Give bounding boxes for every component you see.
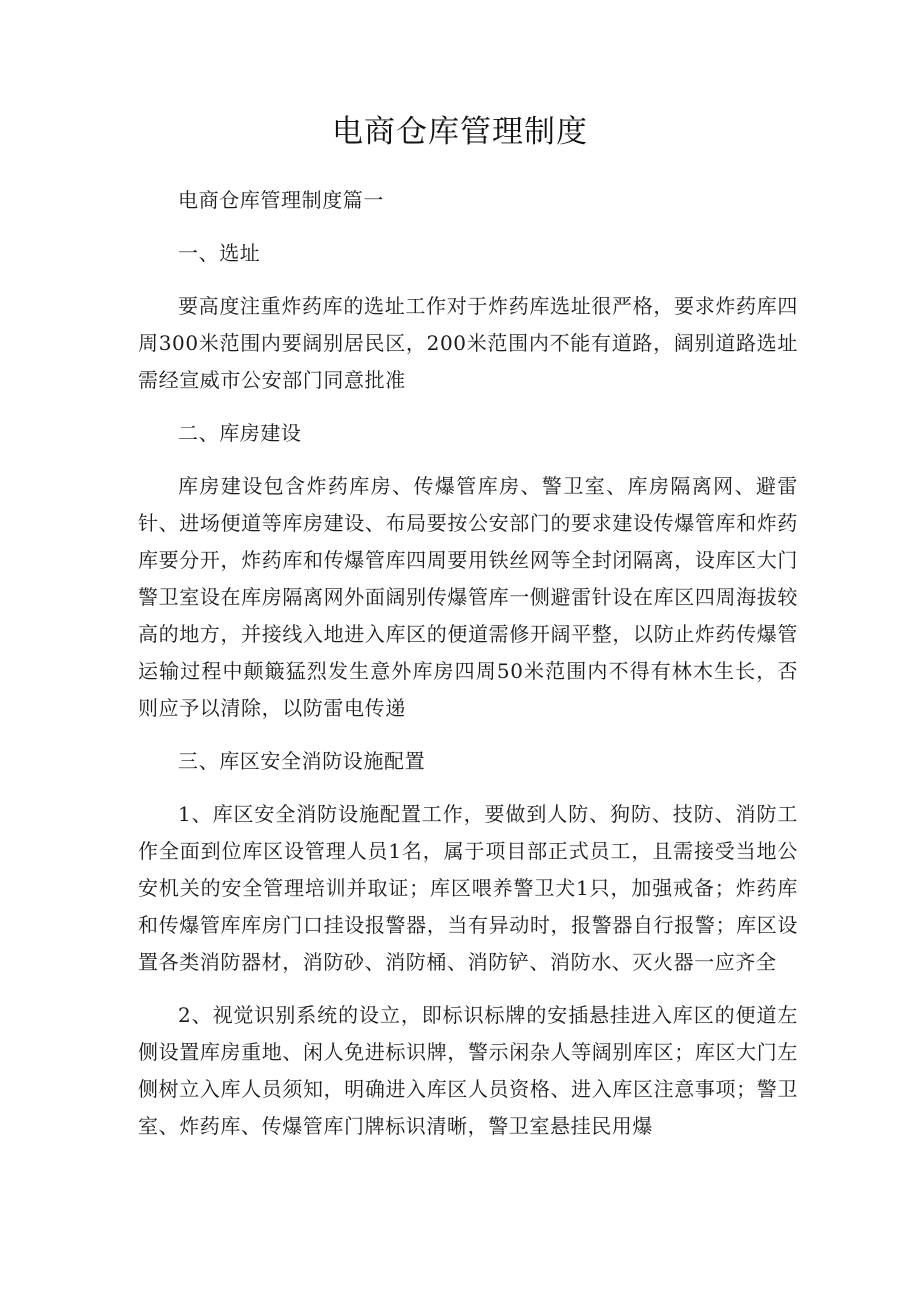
- body-paragraph: 要高度注重炸药库的选址工作对于炸药库选址很严格，要求炸药库四周300米范围内要阔别居民区，200米范围内不能有道路，阔别道路选址需经宣威市公安部门同意批准: [138, 294, 798, 392]
- section-heading: 三、库区安全消防设施配置: [178, 749, 426, 773]
- body-paragraph: 2、视觉识别系统的设立，即标识标牌的安插悬挂进入库区的便道左侧设置库房重地、闲人免进标识牌，警示闲杂人等阔别库区；库区大门左侧树立入库人员须知，明确进入库区人员资格、进入库区注意事项；警卫室、炸药库、传爆管库门牌标识清晰，警卫室悬挂民用爆: [138, 1003, 798, 1138]
- body-paragraph: 库房建设包含炸药库房、传爆管库房、警卫室、库房隔离网、避雷针、进场便道等库房建设、布局要按公安部门的要求建设传爆管库和炸药库要分开，炸药库和传爆管库四周要用铁丝网等全封闭隔离，设库区大门警卫室设在库房隔离网外面阔别传爆管库一侧避雷针设在库区四周海拔较高的地方，并接线入地进入库区的便道需修开阔平整，以防止炸药传爆管运输过程中颠簸猛烈发生意外库房四周50米范围内不得有林木生长，否则应予以清除，以防雷电传递: [138, 474, 798, 720]
- section-heading: 一、选址: [178, 241, 261, 265]
- document-title: 电商仓库管理制度: [332, 114, 588, 150]
- body-paragraph: 1、库区安全消防设施配置工作，要做到人防、狗防、技防、消防工作全面到位库区设管理人员1名，属于项目部正式员工，且需接受当地公安机关的安全管理培训并取证；库区喂养警卫犬1只，加强戒备；炸药库和传爆管库库房门口挂设报警器，当有异动时，报警器自行报警；库区设置各类消防器材，消防砂、消防桶、消防铲、消防水、灭火器一应齐全: [138, 802, 798, 974]
- section-heading: 电商仓库管理制度篇一: [178, 188, 384, 212]
- section-heading: 二、库房建设: [178, 421, 302, 445]
- document-body: [138, 182, 798, 1161]
